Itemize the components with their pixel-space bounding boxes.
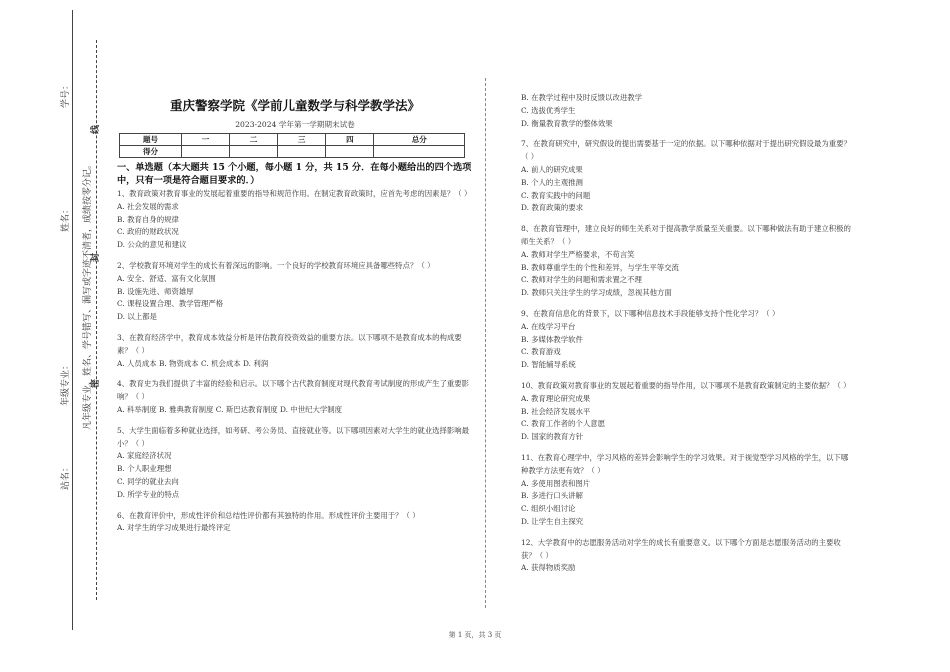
question-option: B. 个人的主观推测 bbox=[521, 177, 583, 187]
score-header-cell: 二 bbox=[230, 134, 278, 146]
grade-major-label: 年级专业： bbox=[61, 360, 71, 406]
question-option: C. 教育实践中的问题 bbox=[521, 190, 591, 200]
question-option: A. 在线学习平台 bbox=[521, 321, 576, 331]
question-option: C. 同学的就业去向 bbox=[117, 476, 179, 486]
score-cell bbox=[374, 146, 465, 158]
question-stem: 7、在教育研究中，研究假设的提出需要基于一定的依据。以下哪种依据对于提出研究假设最为重要？（ ） bbox=[521, 139, 851, 162]
question-option: B. 社会经济发展水平 bbox=[521, 406, 591, 416]
student-id-label: 学号： bbox=[61, 80, 71, 108]
seal-char-line: 线 bbox=[91, 124, 101, 134]
score-header-cell: 四 bbox=[326, 134, 374, 146]
question-option: D. 所学专业的特点 bbox=[117, 489, 180, 499]
score-cell bbox=[278, 146, 326, 158]
score-table-header-row bbox=[120, 134, 465, 146]
question-option: B. 多进行口头讲解 bbox=[521, 491, 583, 501]
score-table bbox=[119, 133, 465, 158]
seat-label: 站名： bbox=[61, 462, 71, 490]
question-option: D. 公众的意见和建议 bbox=[117, 240, 187, 250]
question-option: B. 设施先进、师资雄厚 bbox=[117, 286, 194, 296]
question-option: A. 安全、舒适、富有文化氛围 bbox=[117, 273, 216, 283]
question-option: A. 对学生的学习成果进行最终评定 bbox=[117, 523, 231, 533]
question-option: D. 教育政策的要求 bbox=[521, 203, 584, 213]
question-option: A. 教师对学生严格要求，不苟言笑 bbox=[521, 249, 635, 259]
question-option: D. 以上都是 bbox=[117, 312, 157, 322]
exam-subtitle: 2023-2024 学年第一学期期末试卷 bbox=[235, 120, 355, 129]
score-cell bbox=[230, 146, 278, 158]
binding-margin bbox=[0, 0, 110, 672]
question-option: D. 衡量教育教学的整体效果 bbox=[521, 118, 613, 128]
question-option: B. 多媒体教学软件 bbox=[521, 334, 583, 344]
binding-notice: 凡年级专业、姓名、学号错写、漏写或字迹不清者，成绩按零分记。 bbox=[83, 159, 93, 430]
column-divider bbox=[485, 78, 486, 608]
question-stem: 12、大学教育中的志愿服务活动对学生的成长有重要意义。以下哪个方面是志愿服务活动的主要收获？（ ） bbox=[521, 537, 841, 560]
binding-solid-line bbox=[72, 10, 73, 630]
question-stem: 10、教育政策对教育事业的发展起着重要的指导作用，以下哪项不是教育政策制定的主要依据？（ ） bbox=[521, 380, 851, 390]
question-option: C. 选拔优秀学生 bbox=[521, 105, 576, 115]
question-stem: 3、在教育经济学中，教育成本效益分析是评估教育投资效益的重要方法。以下哪项不是教育成本的构成要素？（ ） bbox=[117, 332, 462, 355]
question-option: B. 个人职业理想 bbox=[117, 464, 172, 474]
question-option: A. 教育理论研究成果 bbox=[521, 393, 591, 403]
score-table-score-row bbox=[120, 146, 465, 158]
question-option: C. 教育工作者的个人意愿 bbox=[521, 419, 605, 429]
score-row-label: 得分 bbox=[120, 146, 182, 158]
question-option: C. 政府的财政状况 bbox=[117, 227, 179, 237]
question-option: B. 教师尊重学生的个性和差异，与学生平等交流 bbox=[521, 262, 679, 272]
score-cell bbox=[326, 146, 374, 158]
question-option: C. 教育游戏 bbox=[521, 347, 561, 357]
question-option: A. 获得物质奖励 bbox=[521, 563, 576, 573]
question-option: C. 课程设置合理、教学管理严格 bbox=[117, 299, 224, 309]
question-stem: 11、在教育心理学中，学习风格的差异会影响学生的学习效果。对于视觉型学习风格的学生，以下哪种教学方法更有效？（ ） bbox=[521, 452, 849, 475]
question-option: B. 在教学过程中及时反馈以改进教学 bbox=[521, 93, 642, 102]
question-stem: 8、在教育管理中，建立良好的师生关系对于提高教学质量至关重要。以下哪种做法有助于建立积极的师生关系？（ ） bbox=[521, 224, 851, 246]
section-heading: 一、单选题（本大题共 15 个小题，每小题 1 分，共 15 分．在每小题给出的四个选项中，只有一项是符合题目要求的．） bbox=[117, 162, 472, 186]
question-option: C. 组织小组讨论 bbox=[521, 504, 576, 514]
score-header-cell: 三 bbox=[278, 134, 326, 146]
question-option: C. 教师对学生的问题和需求置之不理 bbox=[521, 275, 642, 285]
question-stem: 4、教育史为我们提供了丰富的经验和启示。以下哪个古代教育制度对现代教育考试制度的形成产生了重要影响？（ ） bbox=[117, 379, 470, 402]
question-option: D. 国家的教育方针 bbox=[521, 432, 584, 442]
question-option: A. 家庭经济状况 bbox=[117, 451, 172, 461]
question-option: B. 教育自身的规律 bbox=[117, 214, 179, 224]
question-stem: 6、在教育评价中，形成性评价和总结性评价都有其独特的作用。形成性评价主要用于？（ ） bbox=[117, 510, 420, 520]
question-stem: 2、学校教育环境对学生的成长有着深远的影响。一个良好的学校教育环境应具备哪些特点？（ ） bbox=[117, 260, 435, 270]
score-header-cell: 一 bbox=[182, 134, 230, 146]
question-stem: 9、在教育信息化的背景下，以下哪种信息技术手段能够支持个性化学习？（ ） bbox=[521, 308, 780, 318]
question-option: D. 智能辅导系统 bbox=[521, 360, 576, 370]
question-option: D. 教师只关注学生的学习成绩，忽视其他方面 bbox=[521, 288, 672, 298]
question-option: A. 科举制度 B. 雅典教育制度 C. 斯巴达教育制度 D. 中世纪大学制度 bbox=[117, 404, 343, 414]
left-column bbox=[117, 92, 473, 535]
question-option: A. 前人的研究成果 bbox=[521, 164, 583, 174]
page-footer: 第 1 页，共 3 页 bbox=[448, 631, 502, 639]
exam-title: 重庆警察学院《学前儿童数学与科学教学法》 bbox=[169, 98, 420, 113]
question-stem: 1、教育政策对教育事业的发展起着重要的指导和规范作用。在制定教育政策时，应首先考虑的因素是？（ ） bbox=[117, 189, 472, 198]
score-header-cell: 总分 bbox=[374, 134, 465, 146]
seal-char-mi: 密 bbox=[91, 378, 101, 388]
question-stem: 5、大学生面临着多种就业选择，如考研、考公务员、直接就业等。以下哪项因素对大学生的就业选择影响最小？（ ） bbox=[117, 425, 470, 448]
question-option: D. 让学生自主探究 bbox=[521, 516, 584, 526]
question-option: A. 社会发展的需求 bbox=[117, 201, 179, 211]
score-cell bbox=[182, 146, 230, 158]
student-name-label: 姓名： bbox=[61, 204, 71, 232]
question-option: A. 人员成本 B. 物资成本 C. 机会成本 D. 利润 bbox=[117, 358, 269, 368]
right-column bbox=[521, 92, 851, 575]
score-header-cell: 题号 bbox=[120, 134, 182, 146]
question-option: A. 多使用图表和图片 bbox=[521, 478, 591, 488]
seal-char-feng: 封 bbox=[91, 252, 101, 262]
